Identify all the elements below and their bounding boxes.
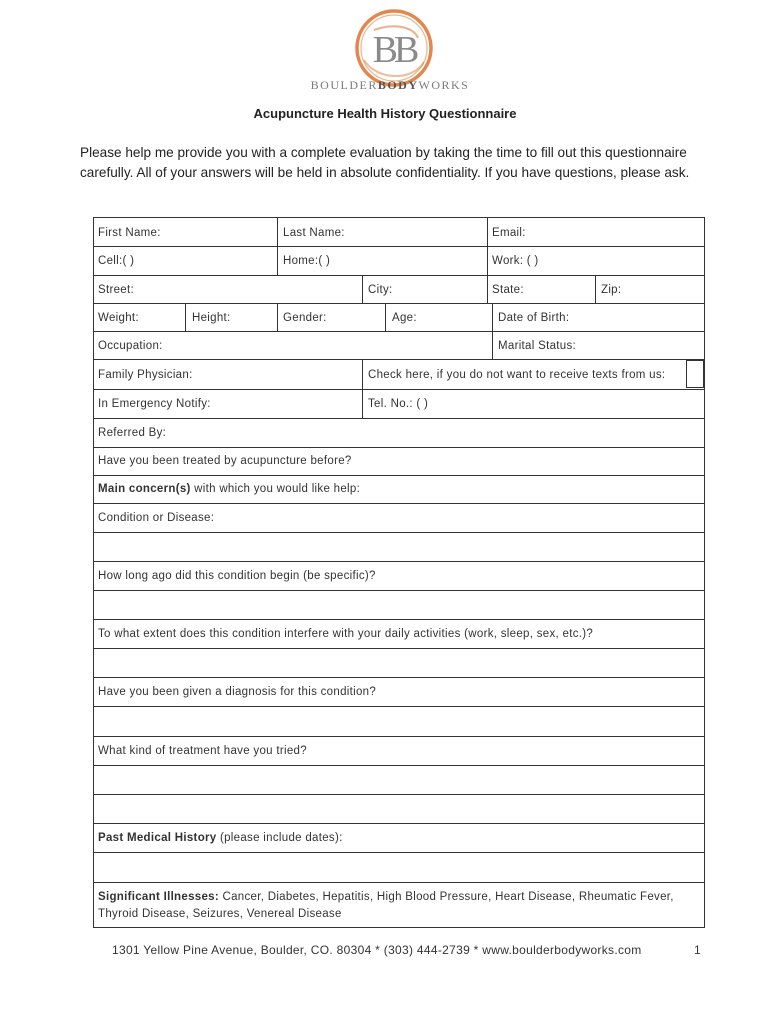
page-title: Acupuncture Health History Questionnaire (253, 106, 517, 121)
marital-status-field[interactable]: Marital Status: (498, 340, 576, 352)
condition-question[interactable]: Condition or Disease: (98, 512, 215, 524)
no-texts-label: Check here, if you do not want to receive texts from us: (368, 369, 666, 381)
how-long-question[interactable]: How long ago did this condition begin (be specific)? (98, 570, 376, 582)
treatment-question[interactable]: What kind of treatment have you tried? (98, 745, 307, 757)
work-phone-field[interactable]: Work: ( ) (492, 255, 539, 267)
family-physician-field[interactable]: Family Physician: (98, 369, 193, 381)
last-name-field[interactable]: Last Name: (283, 227, 345, 239)
footer-address: 1301 Yellow Pine Avenue, Boulder, CO. 80304 * (303) 444-2739 * www.boulderbodyworks.com (112, 943, 642, 957)
state-field[interactable]: State: (492, 284, 524, 296)
referred-by-field[interactable]: Referred By: (98, 427, 167, 439)
height-field[interactable]: Height: (192, 312, 231, 324)
page-number: 1 (694, 943, 701, 957)
gender-field[interactable]: Gender: (283, 312, 327, 324)
diagnosis-question[interactable]: Have you been given a diagnosis for this condition? (98, 686, 377, 698)
treated-before-question[interactable]: Have you been treated by acupuncture before? (98, 455, 352, 467)
past-history-question[interactable]: Past Medical History (please include dates): (98, 832, 343, 844)
date-of-birth-field[interactable]: Date of Birth: (498, 312, 570, 324)
emergency-contact-field[interactable]: In Emergency Notify: (98, 398, 211, 410)
no-texts-checkbox[interactable] (686, 360, 704, 388)
main-concern-question: Main concern(s) with which you would like help: (98, 483, 361, 495)
zip-field[interactable]: Zip: (601, 284, 622, 296)
logo-monogram: BB (372, 29, 416, 71)
weight-field[interactable]: Weight: (98, 312, 139, 324)
significant-illnesses-question[interactable]: Significant Illnesses: Cancer, Diabetes, Hepatitis, High Blood Pressure, Heart Disease, Rheumatic Fever, Thyroid Disease, Seizures, Venereal Disease (98, 891, 674, 920)
brand-name: BOULDERBODYWORKS (310, 78, 470, 92)
home-phone-field[interactable]: Home:( ) (283, 255, 331, 267)
extent-question[interactable]: To what extent does this condition interfere with your daily activities (work, sleep, sex, etc.)? (98, 628, 594, 640)
occupation-field[interactable]: Occupation: (98, 340, 163, 352)
cell-field[interactable]: Cell:( ) (98, 255, 135, 267)
email-field[interactable]: Email: (492, 227, 526, 239)
street-field[interactable]: Street: (98, 284, 134, 296)
first-name-field[interactable]: First Name: (98, 227, 161, 239)
emergency-tel-field[interactable]: Tel. No.: ( ) (368, 398, 429, 410)
intro-text: Please help me provide you with a complete evaluation by taking the time to fill out this questionnaire carefully. All of your answers will be held in absolute confidentiality. If you have questions, please ask. (80, 145, 690, 180)
city-field[interactable]: City: (368, 284, 393, 296)
age-field[interactable]: Age: (392, 312, 417, 324)
